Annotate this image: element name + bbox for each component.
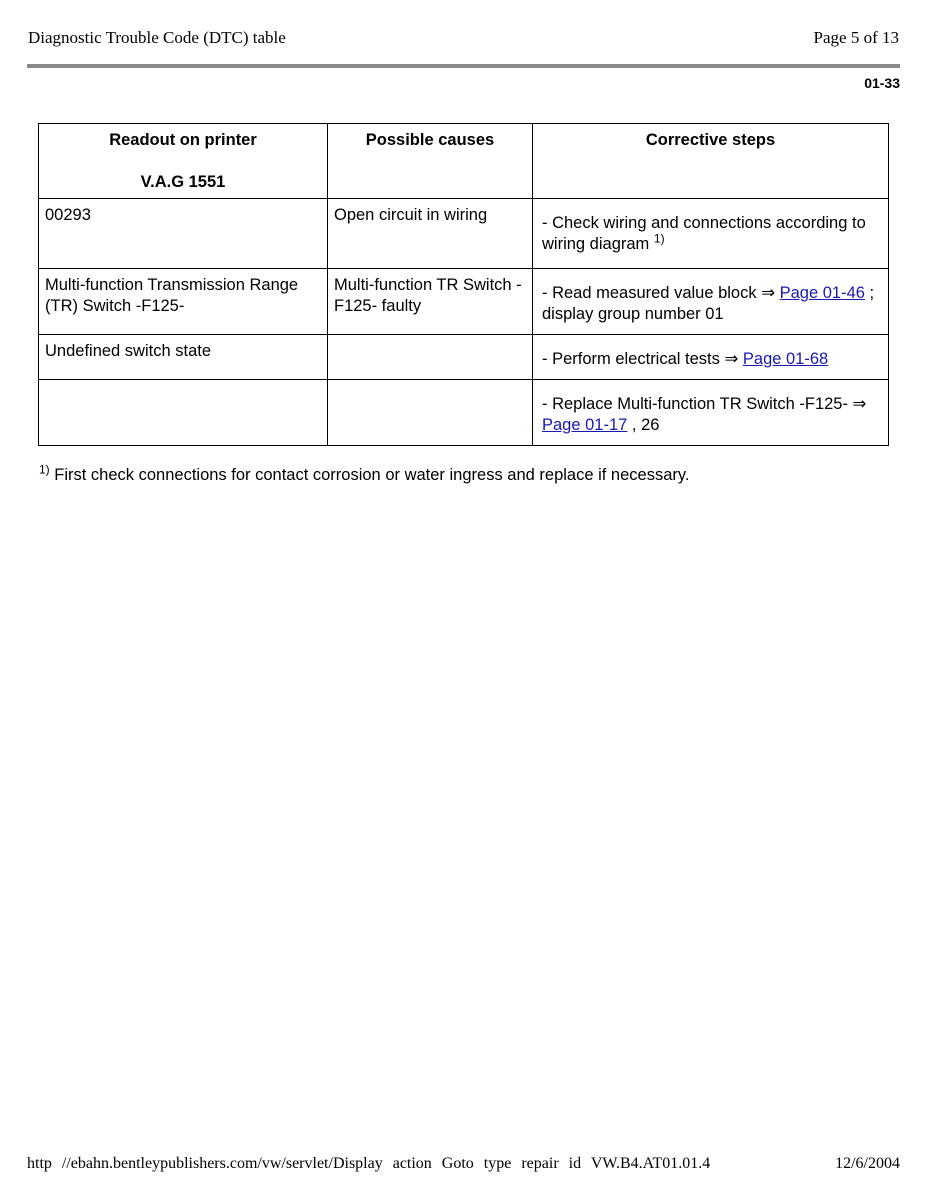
header-readout-label: Readout on printer	[109, 131, 257, 149]
page-link[interactable]: Page 01-68	[742, 350, 829, 368]
dtc-table	[38, 123, 889, 446]
cause-cell	[328, 335, 533, 380]
footnote	[39, 462, 690, 485]
page-number: Page 5 of 13	[813, 28, 899, 47]
readout-cell: Multi-function Transmission Range (TR) Switch -F125-	[39, 269, 328, 335]
footnote-marker: 1)	[39, 462, 50, 477]
header-steps: Corrective steps	[533, 124, 889, 199]
table-row	[39, 269, 889, 335]
footnote-text: First check connections for contact corrosion or water ingress and replace if necessary.	[54, 466, 690, 484]
step-text-tail: ; display group number 01	[542, 284, 875, 323]
step-text: - Replace Multi-function TR Switch -F125- ⇒	[542, 395, 867, 413]
cause-cell: Multi-function TR Switch -F125- faulty	[328, 269, 533, 335]
table-row	[39, 199, 889, 269]
table-row	[39, 335, 889, 380]
page-link[interactable]: Page 01-46	[779, 284, 865, 302]
readout-cell: 00293	[39, 199, 328, 269]
table-header-row	[39, 124, 889, 199]
header-readout-device: V.A.G 1551	[140, 173, 226, 191]
steps-cell	[533, 269, 889, 335]
header-divider	[27, 64, 900, 68]
header-causes: Possible causes	[328, 124, 533, 199]
header-readout	[39, 124, 328, 199]
footer-date: 12/6/2004	[835, 1155, 900, 1172]
step-text: - Read measured value block ⇒	[542, 284, 776, 302]
page-link[interactable]: Page 01-17	[542, 416, 628, 434]
footer-url: http //ebahn.bentleypublishers.com/vw/servlet/Display action Goto type repair id VW.B4.AT01.01.4	[27, 1155, 711, 1172]
steps-cell	[533, 335, 889, 380]
steps-cell	[533, 199, 889, 269]
cause-cell	[328, 380, 533, 446]
footnote-ref: 1)	[653, 231, 665, 246]
readout-cell: Undefined switch state	[39, 335, 328, 380]
cause-cell: Open circuit in wiring	[328, 199, 533, 269]
step-text: - Perform electrical tests ⇒	[542, 350, 739, 368]
document-title: Diagnostic Trouble Code (DTC) table	[28, 28, 286, 47]
section-code: 01-33	[864, 75, 900, 91]
table-row	[39, 380, 889, 446]
readout-cell	[39, 380, 328, 446]
step-text-tail: , 26	[631, 416, 660, 434]
step-text: - Check wiring and connections according to wiring diagram	[542, 214, 866, 253]
steps-cell	[533, 380, 889, 446]
